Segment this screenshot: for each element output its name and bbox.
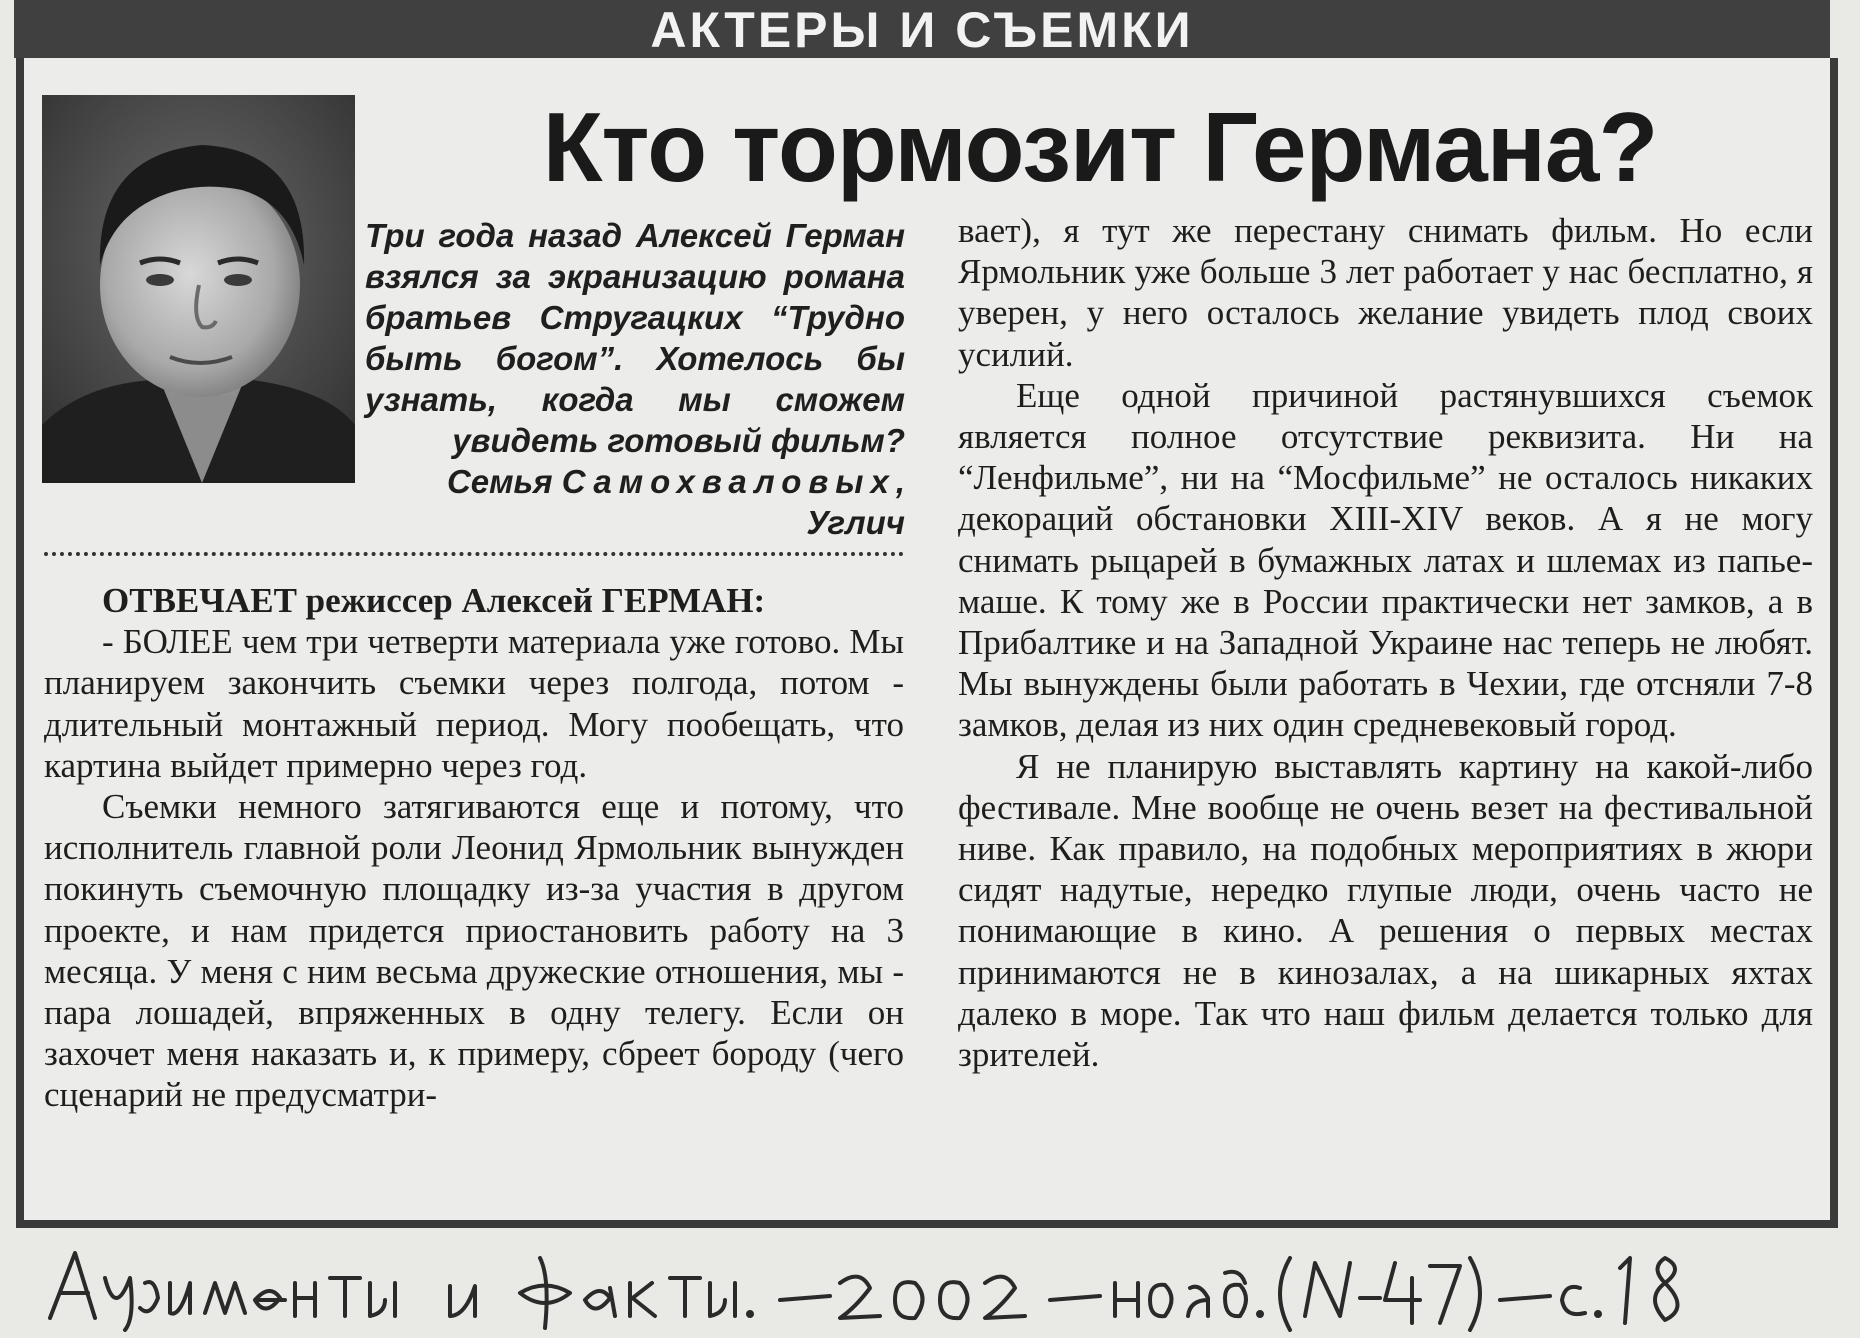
- article-column-right: [958, 210, 1813, 1075]
- answer-lead-label: ОТВЕЧАЕТ: [102, 581, 297, 620]
- signature-prefix: Семья: [446, 463, 562, 500]
- answer-lead: [44, 580, 904, 621]
- question-signature: [365, 461, 905, 543]
- portrait-image: [42, 95, 355, 483]
- section-title: АКТЕРЫ И СЪЕМКИ: [650, 2, 1194, 58]
- paragraph: Съемки немного затягиваются еще и потому, что исполнитель главной роли Леонид Ярмольник вынужден покинуть съемочную площадку из-за участия в другом проекте, и нам придется приостановить работу на 3 месяца. У меня с ним весьма дружеские отношения, мы - пара лошадей, впряженных в одну телегу. Если он захочет меня наказать и, к примеру, сбреет бороду (чего сценарий не предусматри-: [44, 787, 904, 1115]
- question-text: Три года назад Алексей Герман взялся за экранизацию романа братьев Стругацких “Трудно быть богом”. Хотелось бы узнать, когда мы сможем увидеть готовый фильм?: [365, 217, 905, 459]
- signature-name: Самохваловых: [561, 463, 896, 500]
- paragraph: вает), я тут же перестану снимать фильм. Но если Ярмольник уже больше 3 лет работает у нас бесплатно, я уверен, у него осталось желание увидеть плод своих усилий.: [958, 211, 1813, 374]
- author-photo: [42, 95, 355, 483]
- paragraph: Еще одной причиной растянувшихся съемок является полное отсутствие реквизита. Ни на “Ленфильме”, ни на “Мосфильме” не осталось никаких декораций обстановки XIII-XIV веков. А я не могу снимать рыцарей в бумажных латах и шлемах из папье-маше. К тому же в России практически нет замков, а в Прибалтике и на Западной Украине нас теперь не любят. Мы вынуждены были работать в Чехии, где отсняли 7-8 замков, делая из них один средневековый город.: [958, 375, 1813, 745]
- answer-lead-rest: режиссер Алексей ГЕРМАН:: [296, 581, 766, 620]
- signature-suffix: , Углич: [806, 463, 905, 541]
- dotted-divider: [44, 552, 904, 556]
- section-header-bar: [14, 0, 1830, 58]
- handwriting-image: [40, 1238, 1840, 1333]
- article-headline: Кто тормозит Германа?: [542, 92, 1658, 202]
- paragraph: - БОЛЕЕ чем три четверти материала уже готово. Мы планируем закончить съемки через полгода, потом - длительный монтажный период. Могу пообещать, что картина выйдет примерно через год.: [44, 622, 904, 785]
- paragraph: Я не планирую выставлять картину на какой-либо фестивале. Мне вообще не очень везет на фестивальной ниве. Как правило, на подобных мероприятиях в жюри сидят надутые, нередко глупые люди, очень часто не понимающие в кино. А решения о первых местах принимаются не в кинозалах, а на шикарных яхтах далеко в море. Так что наш фильм делается только для зрителей.: [958, 746, 1813, 1075]
- handwritten-source-note: [40, 1238, 1840, 1333]
- article-column-left: [44, 580, 904, 1116]
- reader-question: [365, 215, 905, 543]
